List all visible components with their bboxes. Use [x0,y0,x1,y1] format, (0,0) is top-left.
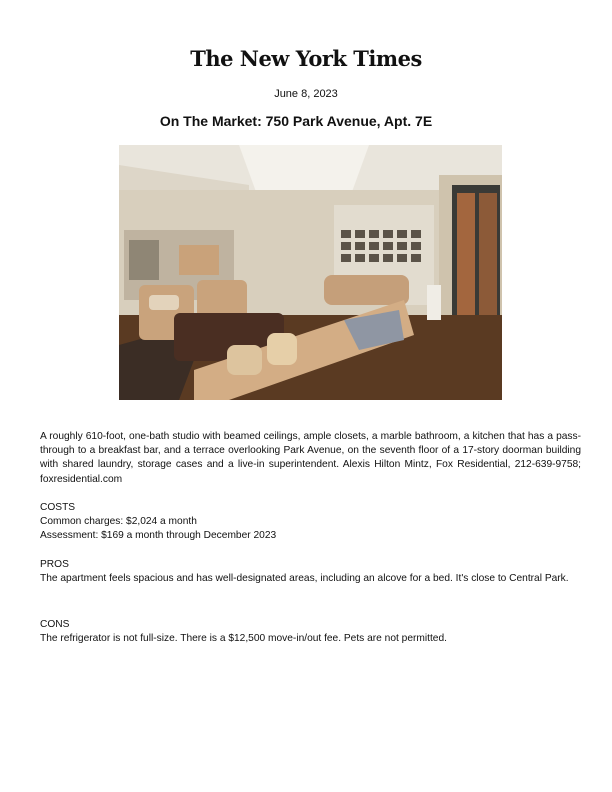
article-headline: On The Market: 750 Park Avenue, Apt. 7E [159,113,433,129]
costs-line-assessment: Assessment: $169 a month through December 2023 [40,530,277,542]
masthead-logo: The New York Times [190,46,422,71]
costs-title: COSTS [40,502,76,513]
pros-section [40,558,581,586]
cons-title: CONS [40,619,70,630]
cons-section [40,618,581,646]
listing-description: A roughly 610-foot, one-bath studio with beamed ceilings, ample closets, a marble bathroom, a kitchen that has a pass-through to a breakfast bar, and a terrace overlooking Park Avenue, on the seventh floor of a 17-story doorman building with shared laundry, storage cases and a live-in superintendent. Alexis Hilton Mintz, Fox Residential, 212-639-9758; foxresidential.com [40,431,581,485]
cons-text: The refrigerator is not full-size. There is a $12,500 move-in/out fee. Pets are not permitted. [40,633,447,645]
article-date: June 8, 2023 [274,88,338,100]
costs-line-common-charges: Common charges: $2,024 a month [40,516,197,528]
pros-text: The apartment feels spacious and has well-designated areas, including an alcove for a bed. It's close to Central Park. [40,573,569,585]
apartment-photo [119,145,502,400]
costs-section [40,501,581,544]
pros-title: PROS [40,559,69,570]
